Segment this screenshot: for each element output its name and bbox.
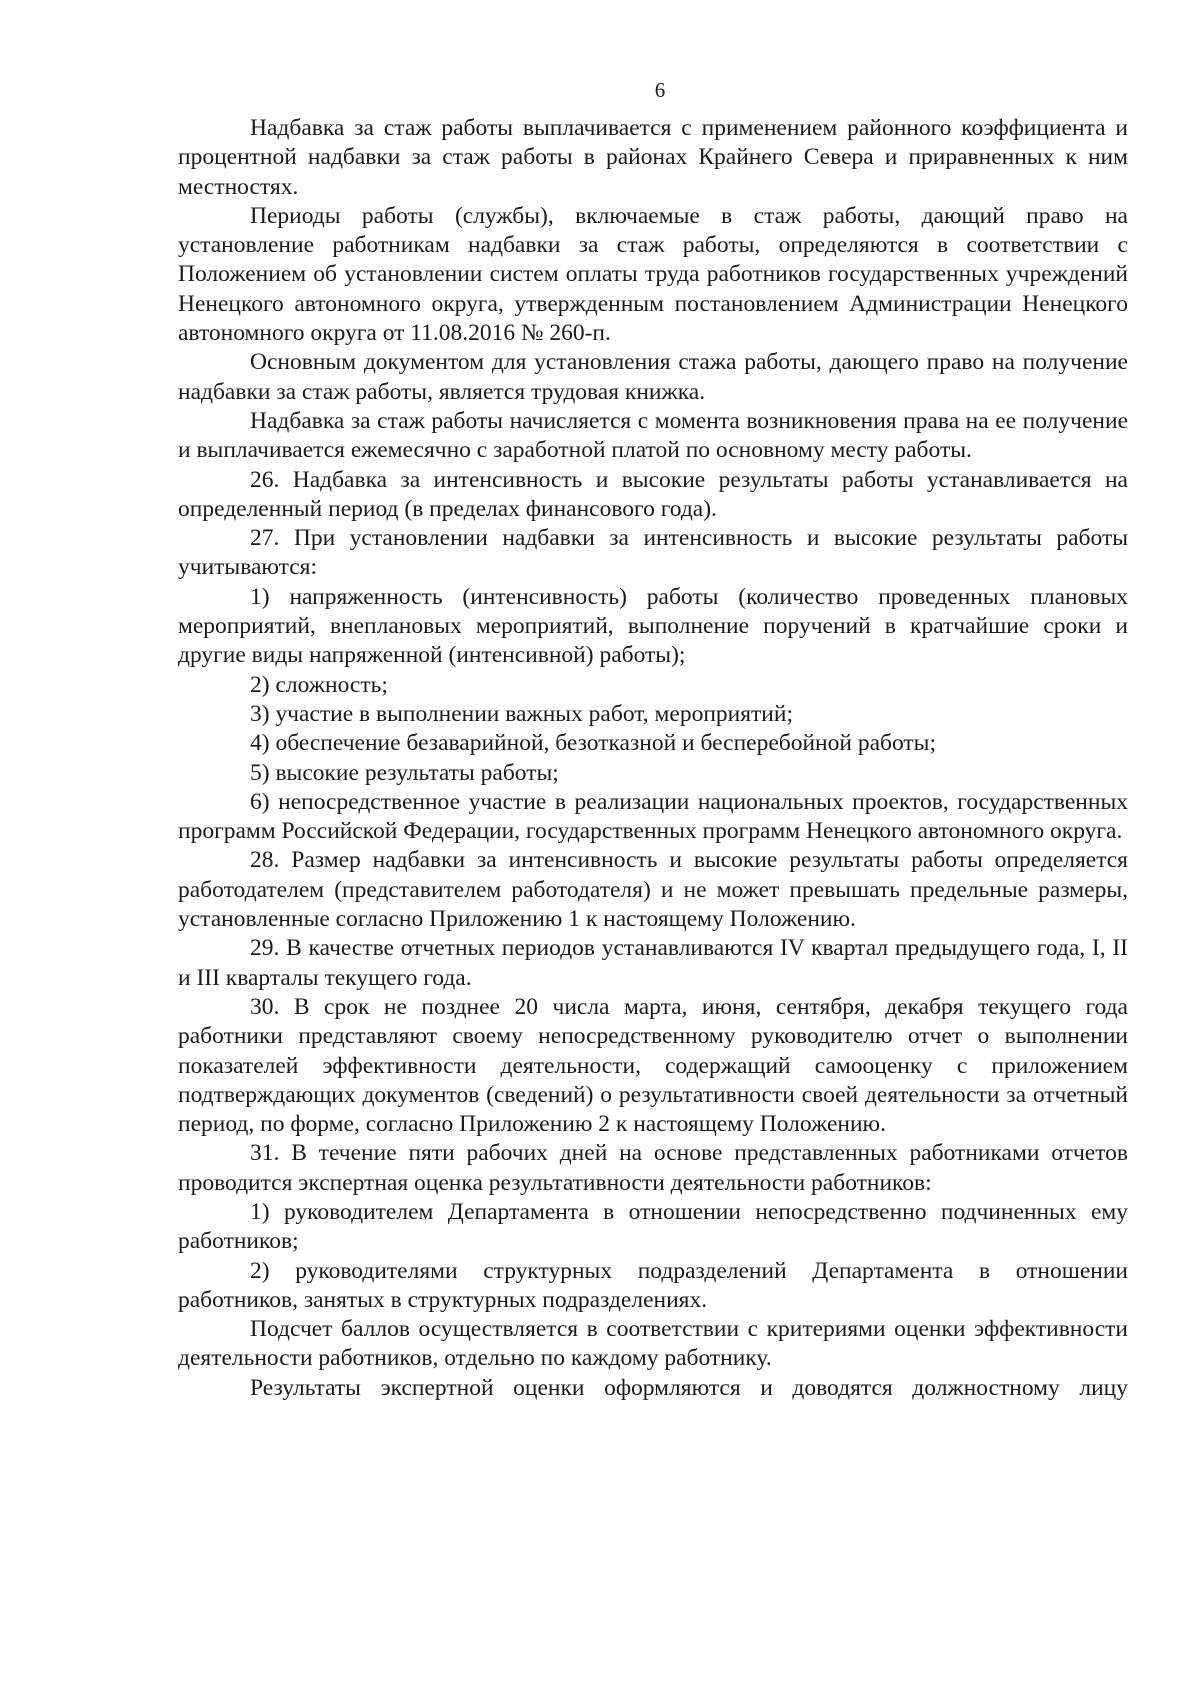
- list-item-27-2: 2) сложность;: [250, 671, 388, 698]
- paragraph-item-30: 30. В срок не позднее 20 числа марта, июня, сентября, декабря текущего года работники представляют своему непосредственному руководителю отчет о выполнении показателей эффективности деятельности, содержащий самооценку с приложением подтверждающих документов (сведений) о результативности своей деятельности за отчетный период, по форме, согласно Приложению 2 к настоящему Положению.: [178, 993, 1128, 1138]
- paragraph-score-calculation: Подсчет баллов осуществляется в соответствии с критериями оценки эффективности деятельности работников, отдельно по каждому работнику.: [178, 1316, 1128, 1372]
- paragraph-item-27: 27. При установлении надбавки за интенсивность и высокие результаты работы учитываются:: [178, 525, 1128, 581]
- paragraph-bonus-accrual: Надбавка за стаж работы начисляется с момента возникновения права на ее получение и выплачивается ежемесячно с заработной платой по основному месту работы.: [178, 407, 1128, 464]
- list-item-31-1: 1) руководителем Департамента в отношении непосредственно подчиненных ему работников;: [178, 1198, 1128, 1255]
- list-item-27-4: 4) обеспечение безаварийной, безотказной и бесперебойной работы;: [250, 730, 936, 757]
- paragraph-results-communication: Результаты экспертной оценки оформляются и доводятся должностному лицу: [250, 1374, 1128, 1401]
- paragraph-item-26: 26. Надбавка за интенсивность и высокие результаты работы устанавливается на определенный период (в пределах финансового года).: [178, 466, 1128, 522]
- list-item-27-3: 3) участие в выполнении важных работ, мероприятий;: [250, 700, 793, 727]
- list-item-27-6: 6) непосредственное участие в реализации национальных проектов, государственных программ Российской Федерации, государственных программ Ненецкого автономного округа.: [178, 788, 1128, 845]
- list-item-27-5: 5) высокие результаты работы;: [250, 759, 559, 786]
- page-number: 6: [654, 78, 666, 102]
- paragraph-item-31: 31. В течение пяти рабочих дней на основе представленных работниками отчетов проводится экспертная оценка результативности деятельности работников:: [178, 1140, 1128, 1196]
- paragraph-seniority-bonus-payment: Надбавка за стаж работы выплачивается с применением районного коэффициента и процентной надбавки за стаж работы в районах Крайнего Севера и приравненных к ним местностях.: [178, 115, 1128, 200]
- list-item-31-2: 2) руководителями структурных подразделений Департамента в отношении работников, занятых в структурных подразделениях.: [178, 1257, 1128, 1313]
- paragraph-item-29: 29. В качестве отчетных периодов устанавливаются IV квартал предыдущего года, I, II и III кварталы текущего года.: [178, 935, 1128, 991]
- paragraph-main-document: Основным документом для установления стажа работы, дающего право на получение надбавки за стаж работы, является трудовая книжка.: [178, 349, 1128, 405]
- document-body: [178, 114, 1128, 1403]
- paragraph-service-periods: Периоды работы (службы), включаемые в стаж работы, дающий право на установление работникам надбавки за стаж работы, определяются в соответствии с Положением об установлении систем оплаты труда работников государственных учреждений Ненецкого автономного округа, утвержденным постановлением Администрации Ненецкого автономного округа от 11.08.2016 № 260-п.: [178, 202, 1128, 347]
- paragraph-item-28: 28. Размер надбавки за интенсивность и высокие результаты работы определяется работодателем (представителем работодателя) и не может превышать предельные размеры, установленные согласно Приложению 1 к настоящему Положению.: [178, 847, 1128, 933]
- list-item-27-1: 1) напряженность (интенсивность) работы (количество проведенных плановых мероприятий, внеплановых мероприятий, выполнение поручений в кратчайшие сроки и другие виды напряженной (интенсивной) работы);: [178, 583, 1128, 669]
